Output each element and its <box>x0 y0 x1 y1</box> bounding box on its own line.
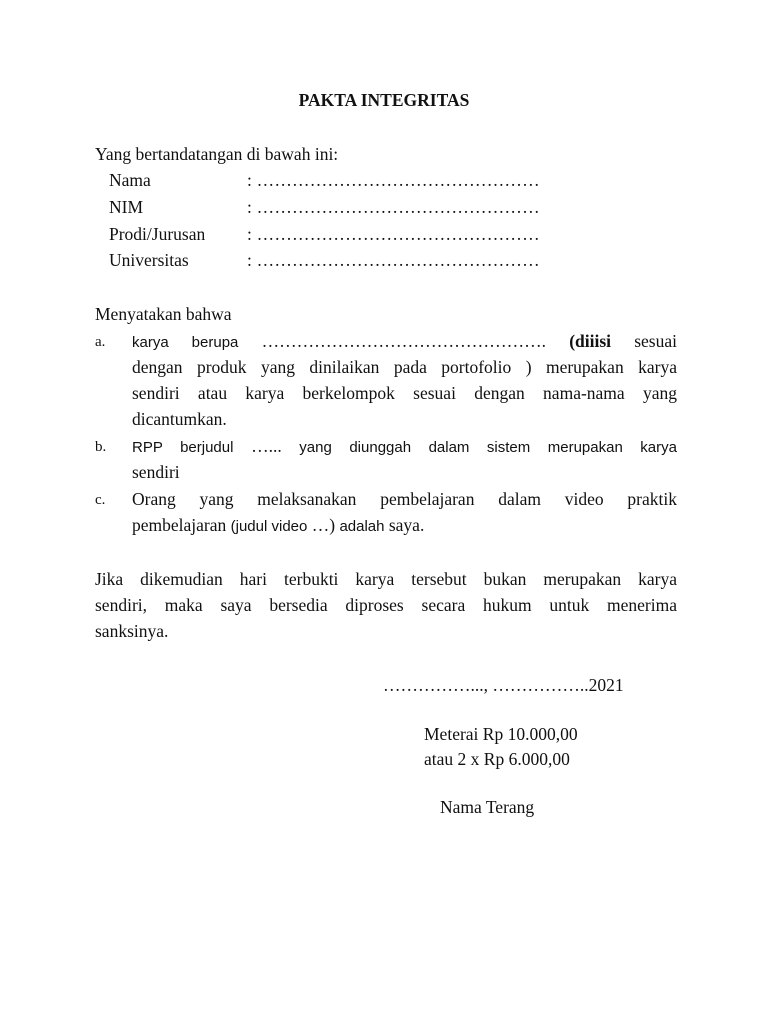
field-label: Prodi/Jurusan <box>109 224 206 244</box>
text-run: yang diunggah dalam sistem merupakan karya <box>281 439 677 456</box>
text-line <box>132 433 677 459</box>
text-line: sendiri <box>132 462 180 482</box>
place-date-line: ……………..., ……………..2021 <box>383 675 624 695</box>
closing-paragraph <box>95 566 677 644</box>
text-run: sesuai <box>611 331 677 351</box>
text-line: sendiri, maka saya bersedia diproses secara hukum untuk menerima <box>95 595 677 615</box>
list-marker: c. <box>95 492 106 508</box>
document-title: PAKTA INTEGRITAS <box>298 90 470 110</box>
text-line: dengan produk yang dinilaikan pada portofolio ) merupakan karya <box>132 357 677 377</box>
stamp-duty-line: Meterai Rp 10.000,00 <box>424 724 578 744</box>
list-marker: a. <box>95 334 106 350</box>
text-line: Orang yang melaksanakan pembelajaran dalam video praktik <box>132 489 677 509</box>
text-run: …………………………………………. <box>238 331 546 351</box>
list-item-body <box>132 486 677 538</box>
field-blank: : ………………………………………… <box>247 250 540 270</box>
stamp-duty-line: atau 2 x Rp 6.000,00 <box>424 749 570 769</box>
field-blank: : ………………………………………… <box>247 170 540 190</box>
list-item-body <box>132 433 677 485</box>
text-run: …... <box>233 436 282 456</box>
text-line <box>132 328 677 354</box>
text-run: RPP berjudul <box>132 439 234 456</box>
stamp-duty-note <box>424 722 578 772</box>
text-run: karya berupa <box>132 334 239 351</box>
text-line: sendiri atau karya berkelompok sesuai dengan nama-nama yang <box>132 383 677 403</box>
text-line <box>132 512 677 538</box>
text-run: (diiisi <box>545 331 612 351</box>
list-marker: b. <box>95 439 107 455</box>
text-run: …) <box>307 515 340 535</box>
text-line: sanksinya. <box>95 621 169 641</box>
text-run: pembelajaran <box>132 515 231 535</box>
field-blank: : ………………………………………… <box>247 224 540 244</box>
text-run: saya. <box>384 515 425 535</box>
text-line: dicantumkan. <box>132 409 227 429</box>
signature-name: Nama Terang <box>440 797 535 817</box>
field-blank: : ………………………………………… <box>247 197 540 217</box>
declaration-intro: Menyatakan bahwa <box>95 304 232 324</box>
field-label: Universitas <box>109 250 189 270</box>
intro-text: Yang bertandatangan di bawah ini: <box>95 144 339 164</box>
field-label: Nama <box>109 170 151 190</box>
text-run: adalah <box>339 518 385 535</box>
field-label: NIM <box>109 197 144 217</box>
text-line: Jika dikemudian hari terbukti karya tersebut bukan merupakan karya <box>95 569 677 589</box>
list-item-body <box>132 328 677 432</box>
text-run: (judul video <box>230 518 308 535</box>
